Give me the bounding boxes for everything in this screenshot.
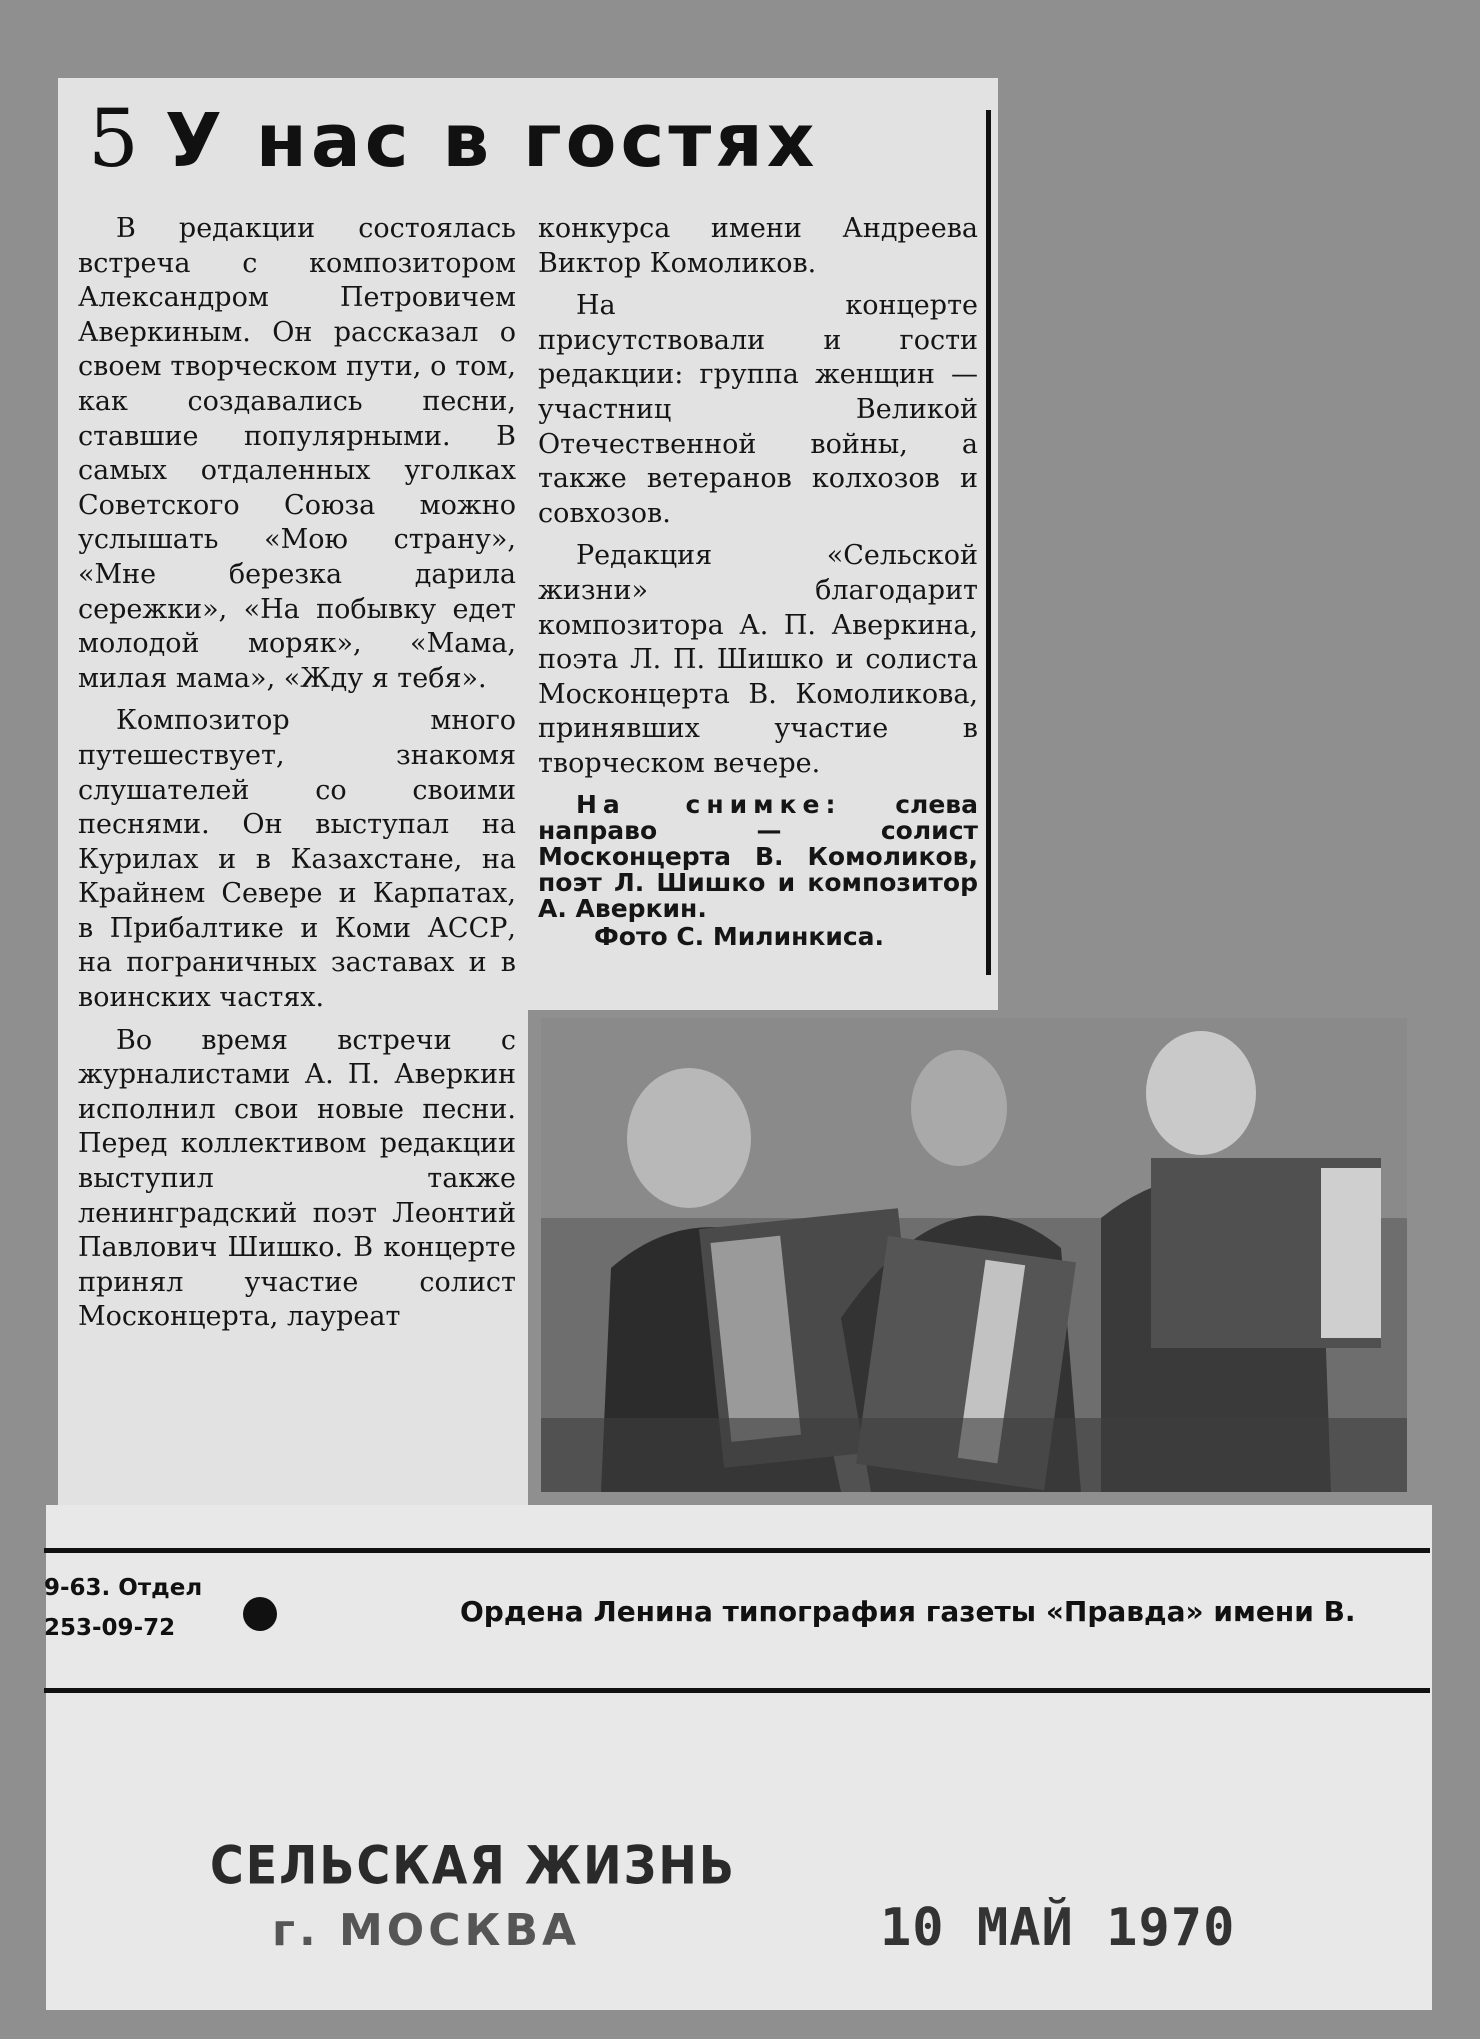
news-photo <box>541 1018 1407 1492</box>
caption-lead: На снимке: <box>576 789 842 819</box>
paragraph: Во время встречи с журналистами А. П. Аверкин исполнил свои новые песни. Перед коллективом редакции выступил также ленинградский поэт Леонтий Павлович Шишко. В концерте принял участие солист Москонцерта, лауреат <box>78 1024 516 1333</box>
photo-credit: Фото С. Милинкиса. <box>594 921 885 951</box>
printing-imprint: Ордена Ленина типография газеты «Правда» имени В. <box>460 1595 1356 1628</box>
column-rule <box>986 110 991 975</box>
headline <box>88 92 988 192</box>
paragraph: В редакции состоялась встреча с композитором Александром Петровичем Аверкиным. Он рассказал о своем творческом пути, о том, как создавались песни, ставшие популярными. В самых отдаленных уголках Советского Союза можно услышать «Мою страну», «Мне березка дарила сережки», «На побывку едет молодой моряк», «Мама, милая мама», «Жду я тебя». <box>78 213 516 694</box>
photo-caption <box>538 789 978 951</box>
paragraph: На концерте присутствовали и гости редакции: группа женщин — участниц Великой Отечественной войны, а также ветеранов колхозов и совхозов. <box>538 290 978 529</box>
city-stamp: г. МОСКВА <box>272 1905 581 1956</box>
paragraph: Композитор много путешествует, знакомя слушателей со своими песнями. Он выступал на Курилах и в Казахстане, на Крайнем Севере и Карпатах, в Прибалтике и Коми АССР, на пограничных заставах и в воинских частях. <box>78 705 516 1014</box>
footer-rule-top <box>44 1548 1430 1553</box>
date-stamp: 10 МАЙ 1970 <box>880 1898 1236 1958</box>
section-number: 5 <box>88 92 143 185</box>
article-left-column <box>78 212 516 1343</box>
footer-contacts <box>44 1568 244 1648</box>
footer-line-2: 253-09-72 <box>44 1615 176 1641</box>
headline-title: У нас в гостях <box>164 98 819 184</box>
paragraph: конкурса имени Андреева Виктор Комоликов. <box>538 213 978 279</box>
newspaper-stamp: СЕЛЬСКАЯ ЖИЗНЬ <box>210 1833 736 1897</box>
caption-text: слева направо — солист Москонцерта В. Комоликов, поэт Л. Шишко и композитор А. Аверкин. <box>538 789 978 923</box>
paragraph: Редакция «Сельской жизни» благодарит композитора А. П. Аверкина, поэта Л. П. Шишко и солиста Москонцерта В. Комоликова, принявших участие в творческом вечере. <box>538 540 978 779</box>
footer-rule-bottom <box>44 1688 1430 1693</box>
article-right-column <box>538 212 978 950</box>
footer-line-1: 9-63. Отдел <box>44 1575 203 1601</box>
bullet-dot <box>243 1597 277 1631</box>
photo-image <box>541 1018 1407 1492</box>
